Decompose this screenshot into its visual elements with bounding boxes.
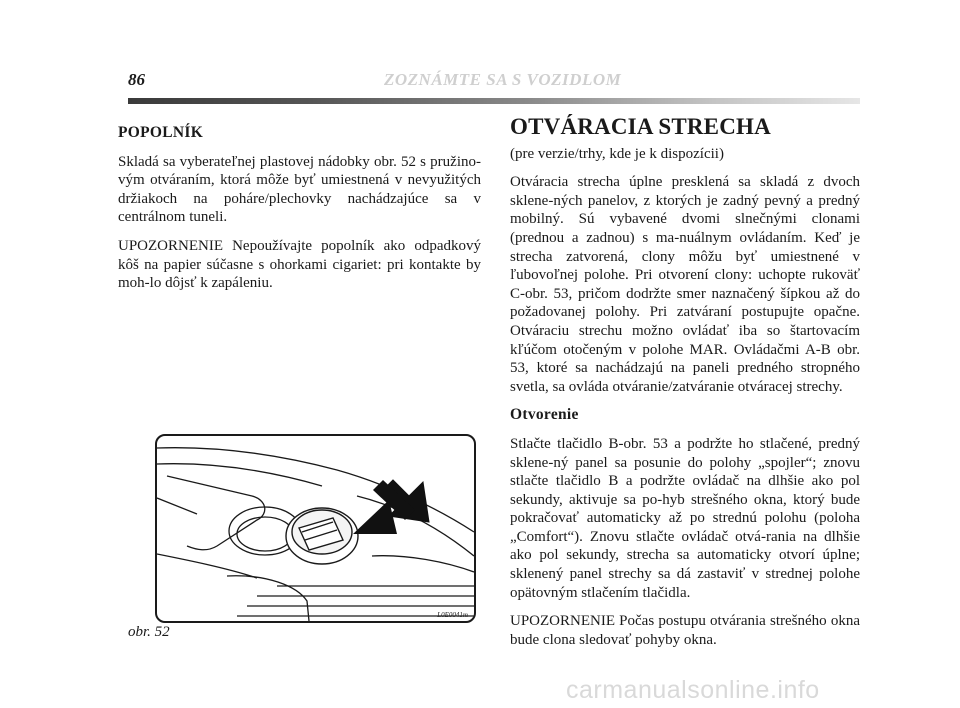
site-watermark: carmanualsonline.info [566, 676, 820, 704]
sunroof-heading: OTVÁRACIA STRECHA [510, 114, 771, 139]
sunroof-warning: UPOZORNENIE Počas postupu otvárania strešného okna bude clona sledovať pohyby okna. [510, 613, 860, 648]
opening-subheading: Otvorenie [510, 406, 579, 424]
sunroof-description: Otváracia strecha úplne presklená sa skladá z dvoch sklene-ných panelov, z ktorých je zadný pevný a predný mobilný. Sú vybavené dvomi slnečnými clonami (prednou a zadnou) s ma-nuálnym ovládaním. Keď je strecha zatvorená, clony môžu byť umiestnené v ľubovoľnej polohe. Pri otvorení clony: uchopte rukoväť C-obr. 53, pričom dodržte smer naznačený šípkou až do požadovanej polohy. Pri zatváraní postupujte opačne. Otváraciu strechu možno ovládať iba so štartovacím kľúčom otočeným v polohe MAR. Ovládačmi A-B obr. 53, ktoré sa nachádzajú na paneli predného stropného svetla, sa ovláda otváranie/zatváranie otváracej strechy. [510, 174, 860, 395]
sunroof-section [510, 114, 860, 659]
ashtray-section [118, 124, 481, 303]
figure-caption: obr. 52 [128, 624, 170, 640]
chapter-title: ZOZNÁMTE SA S VOZIDLOM [384, 70, 622, 89]
ashtray-warning: UPOZORNENIE Nepoužívajte popolník ako odpadkový kôš na papier súčasne s ohorkami cigariet: pri kontakte by moh-lo dôjsť k zapáleniu. [118, 237, 481, 292]
figure-code: L0E0041m [437, 611, 468, 619]
page-number: 86 [128, 70, 145, 89]
ashtray-description: Skladá sa vyberateľnej plastovej nádobky obr. 52 s pružino-vým otváraním, ktorá môže byť umiestnená v nevyužitých držiakoch na poháre/plechovky nachádzajúce sa v centrálnom tuneli. [118, 153, 481, 226]
ashtray-figure [155, 434, 476, 623]
ashtray-in-cupholder-illustration [157, 436, 474, 621]
header-rule [128, 98, 860, 104]
sunroof-availability: (pre verzie/trhy, kde je k dispozícii) [510, 145, 724, 162]
ashtray-heading: POPOLNÍK [118, 124, 204, 141]
opening-instructions: Stlačte tlačidlo B-obr. 53 a podržte ho stlačené, predný sklene-ný panel sa posunie do polohy „spojler“; znovu stlačte tlačidlo B a podržte ovládač na dlhšie ako pol sekundy, aktivuje sa po-hyb strešného okna, ktorý bude pokračovať automaticky až po strednú polohu (poloha „Comfort“). Znovu stlačte ovládač otvá-rania na dlhšie ako pol sekundy, strecha sa automaticky otvorí úplne; sklenený panel strechy sa dá zastaviť v strednej polohe opätovným stlačením tlačidla. [510, 435, 860, 601]
